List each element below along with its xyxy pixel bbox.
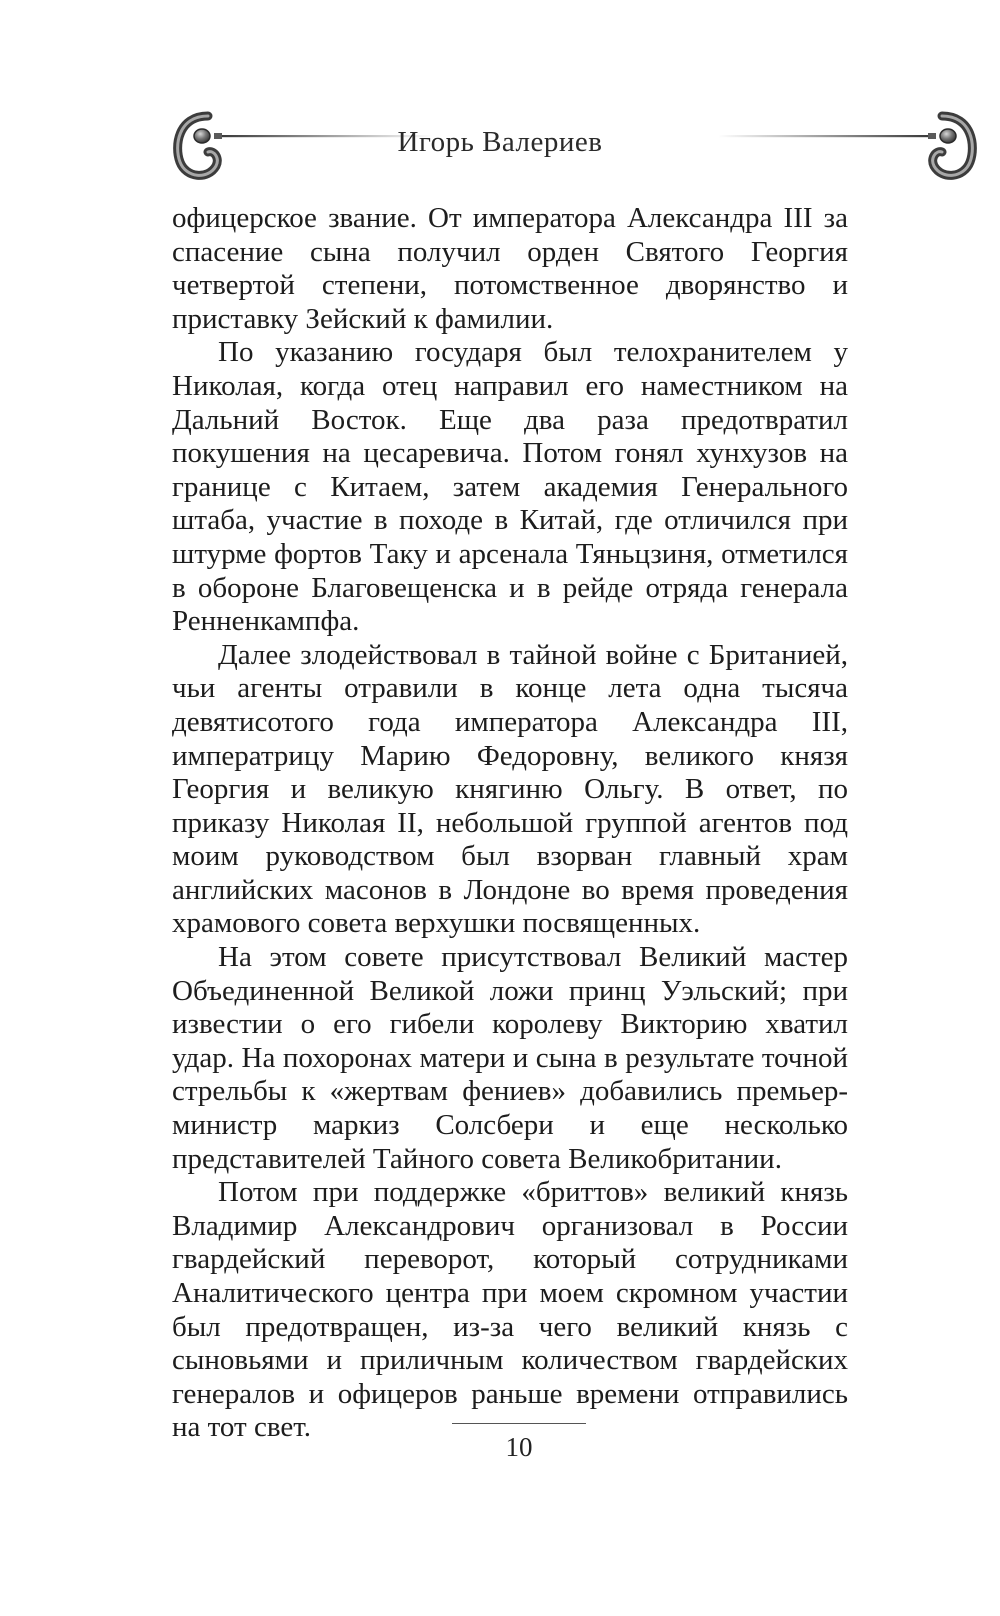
paragraph: офицерское звание. От императора Александра III за спасение сына получил орден Святого Георгия четвертой степени, потомственное дворянство и приставку Зейский к фамилии.: [172, 202, 848, 335]
paragraph: Далее злодействовал в тайной войне с Британией, чьи агенты отравили в конце лета одна тысяча девятисотого года императора Александра III, императрицу Марию Федоровну, великого князя Георгия и великую княгиню Ольгу. В ответ, по приказу Николая II, небольшой группой агентов под моим руководством был взорван главный храм английских масонов в Лондоне во время проведения храмового совета верхушки посвященных.: [172, 638, 848, 940]
folio-divider: [452, 1423, 586, 1424]
body-text: [172, 202, 848, 1445]
ornate-scroll-right-icon: [682, 100, 982, 190]
running-header: [0, 100, 1000, 190]
running-header-author: Игорь Валериев: [397, 126, 603, 158]
page-number: 10: [505, 1432, 533, 1462]
paragraph: По указанию государя был телохранителем у Николая, когда отец направил его наместником на Дальний Восток. Еще два раза предотвратил покушения на цесаревича. Потом гонял хунхузов на границе с Китаем, затем академия Генерального штаба, участие в походе в Китай, где отличился при штурме фортов Таку и арсенала Тяньцзиня, отметился в обороне Благовещенска и в рейде отряда генерала Ренненкампфа.: [172, 336, 848, 638]
paragraph: На этом совете присутствовал Великий мастер Объединенной Великой ложи принц Уэльский; при известии о его гибели королеву Викторию хватил удар. На похоронах матери и сына в результате точной стрельбы к «жертвам фениев» добавились премьер-министр маркиз Солсбери и еще несколько представителей Тайного совета Великобритании.: [172, 941, 848, 1175]
paragraph: Потом при поддержке «бриттов» великий князь Владимир Александрович организовал в России гвардейский переворот, который сотрудниками Аналитического центра при моем скромном участии был предотвращен, из-за чего великий князь с сыновьями и приличным количеством гвардейских генералов и офицеров раньше времени отправились на тот свет.: [172, 1176, 848, 1444]
